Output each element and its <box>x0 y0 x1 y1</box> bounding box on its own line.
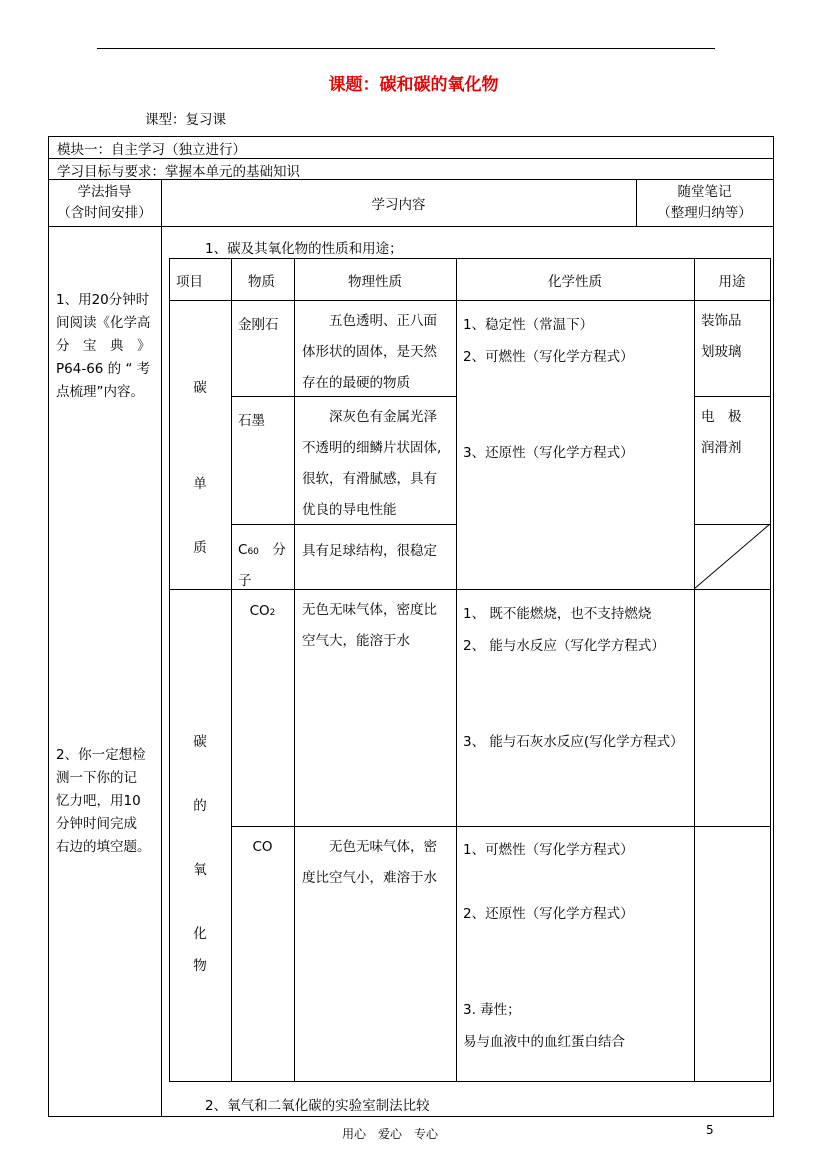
c60-name: C60 分 <box>238 542 286 558</box>
footer-motto: 用心 爱心 专心 <box>342 1127 439 1141</box>
header-content: 学习内容 <box>371 197 426 213</box>
co-physical: 无色无味气体，密 度比空气小，难溶于水 <box>302 839 437 886</box>
co-chem-4: 易与血液中的血红蛋白结合 <box>463 1034 625 1050</box>
header-rule <box>97 48 715 49</box>
guide-1: 1、用20分钟时 间阅读《化学高 分 宝 典 》 P64-66 的 “ 考 点梳理”内容。 <box>56 292 151 400</box>
co2-chem-1: 1、 既不能燃烧，也不支持燃烧 <box>463 606 652 622</box>
header-guide <box>48 182 161 224</box>
graphite-name: 石墨 <box>238 413 265 429</box>
diamond-name: 金刚石 <box>238 317 279 333</box>
header-notes-line2: （整理归纳等） <box>657 205 752 221</box>
header-notes-line1: 随堂笔记 <box>677 184 732 200</box>
carbon-chem-3: 3、还原性（写化学方程式） <box>463 445 634 461</box>
diagonal-slash <box>694 524 771 590</box>
c60-name-line2: 子 <box>238 573 252 589</box>
graphite-use: 电 极 润滑剂 <box>701 409 742 456</box>
col-chemical: 化学性质 <box>548 274 602 290</box>
graphite-physical: 深灰色有金属光泽 不透明的细鳞片状固体, 很软，有滑腻感，具有 优良的导电性能 <box>302 409 442 518</box>
carbon-chem-1: 1、稳定性（常温下） <box>463 317 594 333</box>
co2-physical: 无色无味气体，密度比 空气大，能溶于水 <box>302 602 437 649</box>
co-chem-1: 1、可燃性（写化学方程式） <box>463 842 634 858</box>
header-guide-line1: 学法指导 <box>77 184 132 200</box>
co2-name: CO2 <box>249 603 276 619</box>
module-label: 模块一：自主学习（独立进行） <box>57 142 246 158</box>
co2-chem-3: 3、 能与石灰水反应(写化学方程式） <box>463 734 684 750</box>
diamond-use: 装饰品 划玻璃 <box>701 313 742 360</box>
col-substance: 物质 <box>248 274 275 290</box>
co2-chem-2: 2、 能与水反应（写化学方程式） <box>463 638 665 654</box>
carbon-chem-2: 2、可燃性（写化学方程式） <box>463 349 634 365</box>
section-1-heading: 1、碳及其氧化物的性质和用途； <box>205 241 403 257</box>
section-2-heading: 2、氧气和二氧化碳的实验室制法比较 <box>205 1098 430 1114</box>
guide-2: 2、你一定想检 测一下你的记 忆力吧，用10 分钟时间完成 右边的填空题。 <box>56 747 151 855</box>
col-item: 项目 <box>176 274 203 290</box>
c60-physical: 具有足球结构，很稳定 <box>302 543 437 559</box>
col-physical: 物理性质 <box>348 274 402 290</box>
goal-label: 学习目标与要求：掌握本单元的基础知识 <box>57 164 300 180</box>
header-notes <box>636 182 773 224</box>
col-use: 用途 <box>718 274 746 290</box>
page-title: 课题：碳和碳的氧化物 <box>328 75 499 95</box>
co-name: CO <box>252 839 273 855</box>
lesson-type: 课型：复习课 <box>145 112 226 128</box>
co-chem-2: 2、还原性（写化学方程式） <box>463 906 634 922</box>
page-number: 5 <box>706 1123 714 1137</box>
header-guide-line2: （含时间安排） <box>57 205 152 221</box>
diamond-physical: 五色透明、正八面 体形状的固体，是天然 存在的最硬的物质 <box>302 313 437 391</box>
co-chem-3: 3. 毒性； <box>463 1002 521 1018</box>
